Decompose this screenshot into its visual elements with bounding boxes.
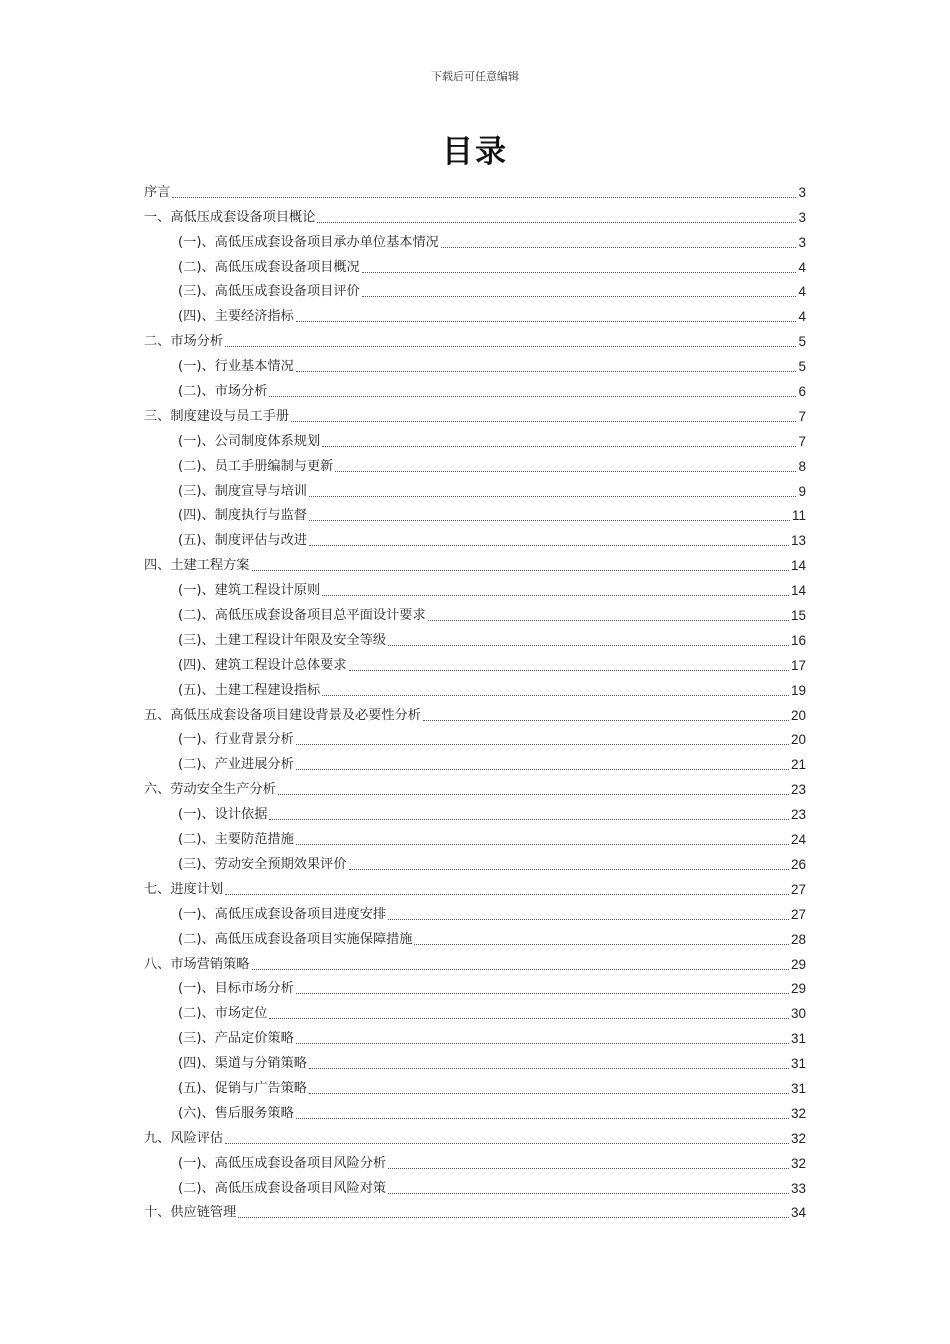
toc-page-number: 32 <box>790 1105 806 1121</box>
toc-entry-label: (三)、产品定价策略 <box>178 1031 294 1047</box>
toc-entry-label: (四)、渠道与分销策略 <box>178 1056 307 1072</box>
toc-section-entry[interactable] <box>144 674 806 699</box>
toc-entry-label: 三、制度建设与员工手册 <box>144 408 290 424</box>
toc-section-entry[interactable] <box>144 500 806 525</box>
toc-entry-label: (二)、高低压成套设备项目实施保障措施 <box>178 931 413 947</box>
toc-page-number: 23 <box>790 782 806 798</box>
toc-section-entry[interactable] <box>144 524 806 549</box>
toc-entry-label: (一)、高低压成套设备项目承办单位基本情况 <box>178 234 439 250</box>
toc-section-entry[interactable] <box>144 624 806 649</box>
toc-section-entry[interactable] <box>144 823 806 848</box>
toc-section-entry[interactable] <box>144 450 806 475</box>
toc-page-number: 33 <box>790 1180 806 1196</box>
toc-entry-label: (一)、行业基本情况 <box>178 359 294 375</box>
toc-entry-label: (三)、劳动安全预期效果评价 <box>178 856 347 872</box>
toc-dot-leader <box>309 519 790 521</box>
toc-entry-label: (二)、主要防范措施 <box>178 832 294 848</box>
toc-page-number: 30 <box>790 1006 806 1022</box>
toc-section-entry[interactable] <box>144 724 806 749</box>
toc-page-number: 29 <box>790 956 806 972</box>
toc-dot-leader <box>388 644 789 646</box>
toc-section-entry[interactable] <box>144 1047 806 1072</box>
toc-entry-label: (五)、土建工程建设指标 <box>178 682 321 698</box>
toc-page-number: 27 <box>790 906 806 922</box>
toc-dot-leader <box>349 669 789 671</box>
toc-entry-label: 五、高低压成套设备项目建设背景及必要性分析 <box>144 707 421 723</box>
toc-section-entry[interactable] <box>144 973 806 998</box>
toc-page-number: 4 <box>798 309 806 325</box>
toc-dot-leader <box>388 1192 789 1194</box>
toc-page-number: 7 <box>798 408 806 424</box>
toc-page-number: 29 <box>790 981 806 997</box>
toc-page-number: 4 <box>798 284 806 300</box>
toc-dot-leader <box>225 893 789 895</box>
toc-entry-label: (二)、高低压成套设备项目概况 <box>178 259 360 275</box>
toc-page-number: 23 <box>790 807 806 823</box>
toc-page-number: 21 <box>790 757 806 773</box>
toc-chapter-entry[interactable] <box>144 773 806 798</box>
toc-chapter-entry[interactable] <box>144 948 806 973</box>
toc-entry-label: (四)、建筑工程设计总体要求 <box>178 657 347 673</box>
toc-section-entry[interactable] <box>144 350 806 375</box>
header-note: 下载后可任意编辑 <box>431 70 519 83</box>
toc-page-number: 32 <box>790 1130 806 1146</box>
toc-dot-leader <box>309 495 797 497</box>
toc-section-entry[interactable] <box>144 1072 806 1097</box>
toc-dot-leader <box>269 818 789 820</box>
toc-section-entry[interactable] <box>144 923 806 948</box>
toc-entry-label: (四)、制度执行与监督 <box>178 508 307 524</box>
toc-dot-leader <box>423 719 789 721</box>
toc-entry-label: 序言 <box>144 184 171 200</box>
toc-page-number: 4 <box>798 259 806 275</box>
toc-page-number: 3 <box>798 234 806 250</box>
toc-section-entry[interactable] <box>144 1097 806 1122</box>
toc-dot-leader <box>225 345 796 347</box>
toc-entry-label: 六、劳动安全生产分析 <box>144 782 276 798</box>
toc-dot-leader <box>296 992 789 994</box>
toc-page-number: 31 <box>790 1080 806 1096</box>
toc-entry-label: (二)、市场定位 <box>178 1006 268 1022</box>
toc-section-entry[interactable] <box>144 997 806 1022</box>
toc-entry-label: (一)、高低压成套设备项目风险分析 <box>178 1155 387 1171</box>
toc-section-entry[interactable] <box>144 649 806 674</box>
toc-section-entry[interactable] <box>144 748 806 773</box>
toc-page-number: 5 <box>798 359 806 375</box>
toc-dot-leader <box>296 1042 789 1044</box>
toc-entry-label: 四、土建工程方案 <box>144 558 250 574</box>
toc-entry-label: 一、高低压成套设备项目概论 <box>144 209 316 225</box>
toc-dot-leader <box>309 544 789 546</box>
toc-dot-leader <box>428 619 789 621</box>
toc-page-number: 19 <box>790 682 806 698</box>
toc-entry-label: 九、风险评估 <box>144 1130 224 1146</box>
toc-dot-leader <box>388 1167 789 1169</box>
toc-page-number: 28 <box>790 931 806 947</box>
toc-page-number: 31 <box>790 1056 806 1072</box>
toc-page-number: 13 <box>790 533 806 549</box>
toc-entry-label: (二)、员工手册编制与更新 <box>178 458 334 474</box>
table-of-contents <box>144 176 806 1221</box>
toc-page-number: 34 <box>790 1205 806 1221</box>
toc-section-entry[interactable] <box>144 898 806 923</box>
toc-entry-label: (一)、高低压成套设备项目进度安排 <box>178 906 387 922</box>
toc-page-number: 31 <box>790 1031 806 1047</box>
toc-page-number: 3 <box>798 184 806 200</box>
toc-chapter-entry[interactable] <box>144 549 806 574</box>
toc-entry-label: (一)、建筑工程设计原则 <box>178 583 321 599</box>
toc-dot-leader <box>317 221 796 223</box>
toc-section-entry[interactable] <box>144 475 806 500</box>
toc-chapter-entry[interactable] <box>144 325 806 350</box>
toc-dot-leader <box>291 420 796 422</box>
toc-dot-leader <box>414 943 788 945</box>
toc-entry-label: 八、市场营销策略 <box>144 956 250 972</box>
toc-page-number: 27 <box>790 881 806 897</box>
toc-chapter-entry[interactable] <box>144 1197 806 1222</box>
toc-page-number: 11 <box>791 508 806 524</box>
toc-section-entry[interactable] <box>144 1147 806 1172</box>
toc-dot-leader <box>322 594 789 596</box>
toc-dot-leader <box>296 768 789 770</box>
toc-entry-label: (二)、高低压成套设备项目风险对策 <box>178 1180 387 1196</box>
toc-entry-label: (三)、制度宣导与培训 <box>178 483 307 499</box>
toc-chapter-entry[interactable] <box>144 201 806 226</box>
toc-chapter-entry[interactable] <box>144 176 806 201</box>
toc-chapter-entry[interactable] <box>144 699 806 724</box>
toc-entry-label: 二、市场分析 <box>144 334 224 350</box>
toc-entry-label: 七、进度计划 <box>144 881 224 897</box>
toc-page-number: 8 <box>798 458 806 474</box>
toc-chapter-entry[interactable] <box>144 400 806 425</box>
toc-section-entry[interactable] <box>144 574 806 599</box>
toc-page-number: 6 <box>798 384 806 400</box>
toc-section-entry[interactable] <box>144 226 806 251</box>
toc-page-number: 26 <box>790 856 806 872</box>
toc-dot-leader <box>349 868 789 870</box>
toc-page-number: 14 <box>790 583 806 599</box>
toc-section-entry[interactable] <box>144 276 806 301</box>
toc-dot-leader <box>362 295 797 297</box>
toc-dot-leader <box>322 445 796 447</box>
toc-dot-leader <box>278 793 789 795</box>
toc-dot-leader <box>362 271 797 273</box>
toc-page-number: 3 <box>798 209 806 225</box>
toc-dot-leader <box>296 1117 789 1119</box>
toc-dot-leader <box>388 918 789 920</box>
toc-dot-leader <box>269 1017 789 1019</box>
page-title: 目录 <box>442 134 508 170</box>
toc-section-entry[interactable] <box>144 848 806 873</box>
toc-entry-label: (五)、促销与广告策略 <box>178 1080 307 1096</box>
toc-section-entry[interactable] <box>144 251 806 276</box>
toc-entry-label: (六)、售后服务策略 <box>178 1105 294 1121</box>
toc-page-number: 20 <box>790 707 806 723</box>
toc-page-number: 32 <box>790 1155 806 1171</box>
toc-entry-label: (二)、高低压成套设备项目总平面设计要求 <box>178 608 426 624</box>
toc-entry-label: 十、供应链管理 <box>144 1205 237 1221</box>
toc-dot-leader <box>441 246 797 248</box>
toc-dot-leader <box>335 470 796 472</box>
toc-entry-label: (一)、行业背景分析 <box>178 732 294 748</box>
toc-entry-label: (一)、目标市场分析 <box>178 981 294 997</box>
toc-entry-label: (一)、设计依据 <box>178 807 268 823</box>
toc-chapter-entry[interactable] <box>144 1122 806 1147</box>
toc-dot-leader <box>322 694 789 696</box>
toc-chapter-entry[interactable] <box>144 873 806 898</box>
toc-entry-label: (二)、产业进展分析 <box>178 757 294 773</box>
toc-section-entry[interactable] <box>144 1172 806 1197</box>
toc-entry-label: (三)、高低压成套设备项目评价 <box>178 284 360 300</box>
toc-page-number: 9 <box>798 483 806 499</box>
toc-dot-leader <box>309 1092 789 1094</box>
toc-entry-label: (五)、制度评估与改进 <box>178 533 307 549</box>
toc-section-entry[interactable] <box>144 1022 806 1047</box>
toc-page-number: 14 <box>790 558 806 574</box>
toc-page-number: 7 <box>798 433 806 449</box>
toc-entry-label: (一)、公司制度体系规划 <box>178 433 321 449</box>
toc-page-number: 5 <box>798 334 806 350</box>
toc-section-entry[interactable] <box>144 425 806 450</box>
toc-section-entry[interactable] <box>144 375 806 400</box>
toc-dot-leader <box>296 843 789 845</box>
toc-section-entry[interactable] <box>144 599 806 624</box>
toc-dot-leader <box>296 370 797 372</box>
toc-page-number: 17 <box>790 657 806 673</box>
toc-entry-label: (三)、土建工程设计年限及安全等级 <box>178 632 387 648</box>
toc-page-number: 24 <box>790 832 806 848</box>
toc-dot-leader <box>309 1067 789 1069</box>
toc-dot-leader <box>225 1142 789 1144</box>
toc-dot-leader <box>252 968 789 970</box>
toc-dot-leader <box>252 569 789 571</box>
toc-entry-label: (四)、主要经济指标 <box>178 309 294 325</box>
toc-dot-leader <box>269 395 796 397</box>
toc-section-entry[interactable] <box>144 300 806 325</box>
toc-section-entry[interactable] <box>144 798 806 823</box>
toc-dot-leader <box>296 320 797 322</box>
toc-page-number: 20 <box>790 732 806 748</box>
toc-entry-label: (二)、市场分析 <box>178 384 268 400</box>
toc-dot-leader <box>172 196 796 198</box>
toc-page-number: 16 <box>790 632 806 648</box>
toc-page-number: 15 <box>790 608 806 624</box>
toc-dot-leader <box>238 1216 789 1218</box>
toc-dot-leader <box>296 743 789 745</box>
